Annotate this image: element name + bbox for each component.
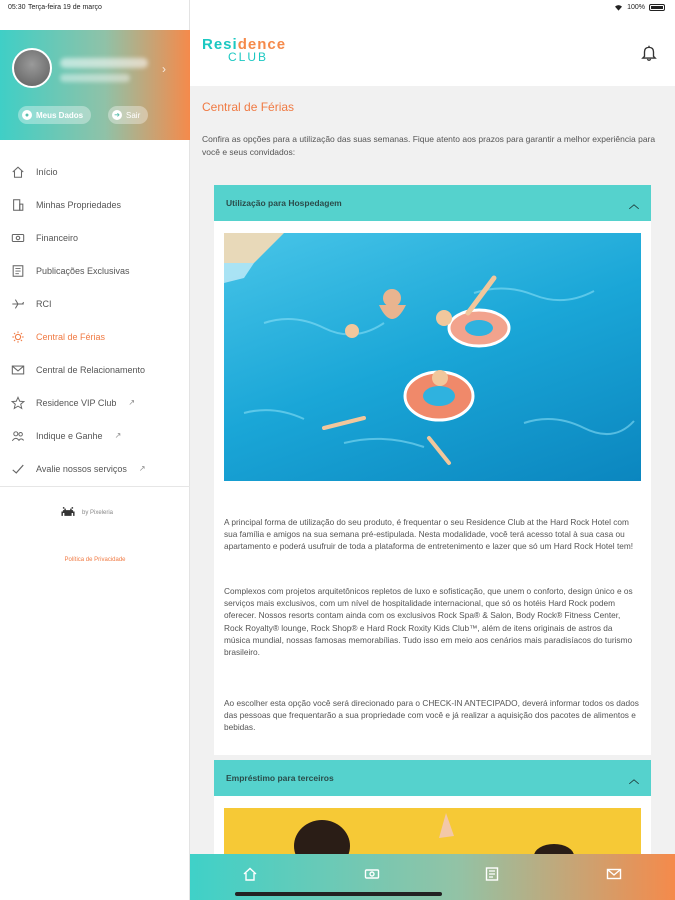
panel-title: Utilização para Hospedagem	[226, 198, 342, 208]
external-link-icon: ↗	[128, 398, 136, 407]
mail-tab-icon[interactable]	[606, 866, 622, 882]
my-data-button[interactable]	[18, 106, 91, 124]
logout-label: Sair	[126, 110, 141, 120]
status-bar	[0, 0, 675, 18]
paragraph-2: Complexos com projetos arquitetônicos repletos de luxo e sofisticação, que unem o conforto, design único e os serviços mais exclusivos, com um nível de hospitalidade internacional, que só os hotéis Hard Rock podem oferecer. Nossos resorts contam ainda com os exclusivos Rock Spa® & Salon, Body Rock® Fitness Center, Rock Royalty® lounge, Rock Shop® e Hard Rock Roxity Kids Club™, além de itens originais de astros da música mundial, nossas famosas memorabílias. Tudo isso em meio aos cenários mais paradisíacos do turismo brasileiro.	[224, 586, 633, 658]
sun-icon	[10, 329, 26, 345]
sidebar-item-central-de-relacionamento[interactable]	[0, 353, 190, 386]
sidebar-item-label: Financeiro	[36, 232, 79, 243]
panel-header-hospedagem[interactable]	[214, 185, 651, 221]
intro-text: Confira as opções para a utilização das suas semanas. Fique atento aos prazos para garantir a melhor experiência para você e seus convidados:	[202, 134, 656, 157]
sidebar-item-label: Publicações Exclusivas	[36, 265, 130, 276]
sidebar-item-avalie[interactable]	[0, 452, 190, 485]
sidebar-item-label: Central de Férias	[36, 331, 106, 342]
sidebar-item-residence-vip-club[interactable]	[0, 386, 190, 419]
logo-line-2: CLUB	[228, 50, 269, 64]
sidebar-item-financeiro[interactable]	[0, 221, 190, 254]
home-tab-icon[interactable]	[242, 866, 258, 882]
chevron-right-icon[interactable]: ›	[162, 62, 166, 76]
publication-icon	[10, 263, 26, 279]
byline	[60, 507, 113, 519]
money-tab-icon[interactable]	[364, 866, 380, 882]
sidebar-item-publicacoes[interactable]	[0, 254, 190, 287]
sidebar-item-label: Início	[36, 166, 58, 177]
logout-icon: ➜	[112, 110, 122, 120]
pool-illustration	[224, 233, 641, 481]
star-icon	[10, 395, 26, 411]
money-icon	[10, 230, 26, 246]
status-date: Terça-feira 19 de março	[28, 4, 102, 11]
my-data-label: Meus Dados	[36, 110, 84, 120]
panel-hospedagem	[214, 185, 651, 755]
page-title: Central de Férias	[202, 100, 295, 114]
chevron-up-icon[interactable]: ︿	[629, 199, 639, 211]
home-indicator[interactable]	[235, 892, 442, 896]
bell-icon[interactable]	[640, 44, 658, 62]
external-link-icon: ↗	[114, 431, 122, 440]
sidebar-item-inicio[interactable]	[0, 155, 190, 188]
chevron-up-icon[interactable]: ︿	[629, 774, 639, 786]
privacy-link[interactable]: Política de Privacidade	[64, 557, 126, 563]
mail-icon	[10, 362, 26, 378]
sidebar-item-label: Central de Relacionamento	[36, 364, 146, 375]
sidebar-item-central-de-ferias[interactable]	[0, 320, 190, 353]
home-icon	[10, 164, 26, 180]
publication-tab-icon[interactable]	[484, 866, 500, 882]
sidebar-item-rci[interactable]	[0, 287, 190, 320]
sidebar-item-indique-e-ganhe[interactable]	[0, 419, 190, 452]
status-right	[614, 4, 665, 11]
sidebar-item-label: Indique e Ganhe	[36, 430, 103, 441]
sidebar-item-label: Minhas Propriedades	[36, 199, 122, 210]
battery-icon	[649, 4, 665, 11]
plane-icon	[10, 296, 26, 312]
building-icon	[10, 197, 26, 213]
paragraph-1: A principal forma de utilização do seu produto, é frequentar o seu Residence Club at the Hard Rock Hotel com sua família e amigos na sua semana pré-estipulada. Nesta modalidade, você terá acesso total à sua casa ou apartamento e poderá usufruir de toda a plataforma de entretenimento e lazer que só um Hard Rock Hotel tem!	[224, 517, 634, 552]
sidebar-divider	[0, 486, 190, 487]
logo-part-b: dence	[237, 36, 287, 53]
wifi-icon	[614, 4, 623, 11]
sidebar-item-label: Avalie nossos serviços	[36, 463, 127, 474]
status-time: 05:30	[8, 4, 26, 11]
user-icon: ●	[22, 110, 32, 120]
people-icon	[10, 428, 26, 444]
space-invader-icon	[60, 507, 76, 519]
sidebar-menu	[0, 155, 190, 485]
profile-header	[0, 30, 190, 140]
battery-percent: 100%	[627, 4, 645, 11]
pool-photo	[224, 233, 641, 481]
main-content	[190, 0, 675, 900]
byline-text: by Pixeleria	[82, 510, 114, 516]
panel-title: Empréstimo para terceiros	[226, 773, 334, 783]
logout-button[interactable]	[108, 106, 148, 124]
sidebar	[0, 0, 190, 900]
logo-part-a: Resi	[202, 36, 238, 53]
profile-name-blurred	[60, 58, 148, 68]
paragraph-3: Ao escolher esta opção você será direcionado para o CHECK-IN ANTECIPADO, deverá informar todos os dados das pessoas que frequentarão a sua propriedade com você e já realizar a aquisição dos pacotes de alimentos e bebidas.	[224, 698, 639, 733]
sidebar-item-label: RCI	[36, 298, 52, 309]
sidebar-item-propriedades[interactable]	[0, 188, 190, 221]
avatar[interactable]	[12, 48, 52, 88]
profile-subtitle-blurred	[60, 74, 130, 82]
check-icon	[10, 461, 26, 477]
sidebar-item-label: Residence VIP Club	[36, 397, 117, 408]
residence-club-logo[interactable]	[202, 38, 286, 64]
external-link-icon: ↗	[138, 464, 146, 473]
panel-header-emprestimo[interactable]	[214, 760, 651, 796]
